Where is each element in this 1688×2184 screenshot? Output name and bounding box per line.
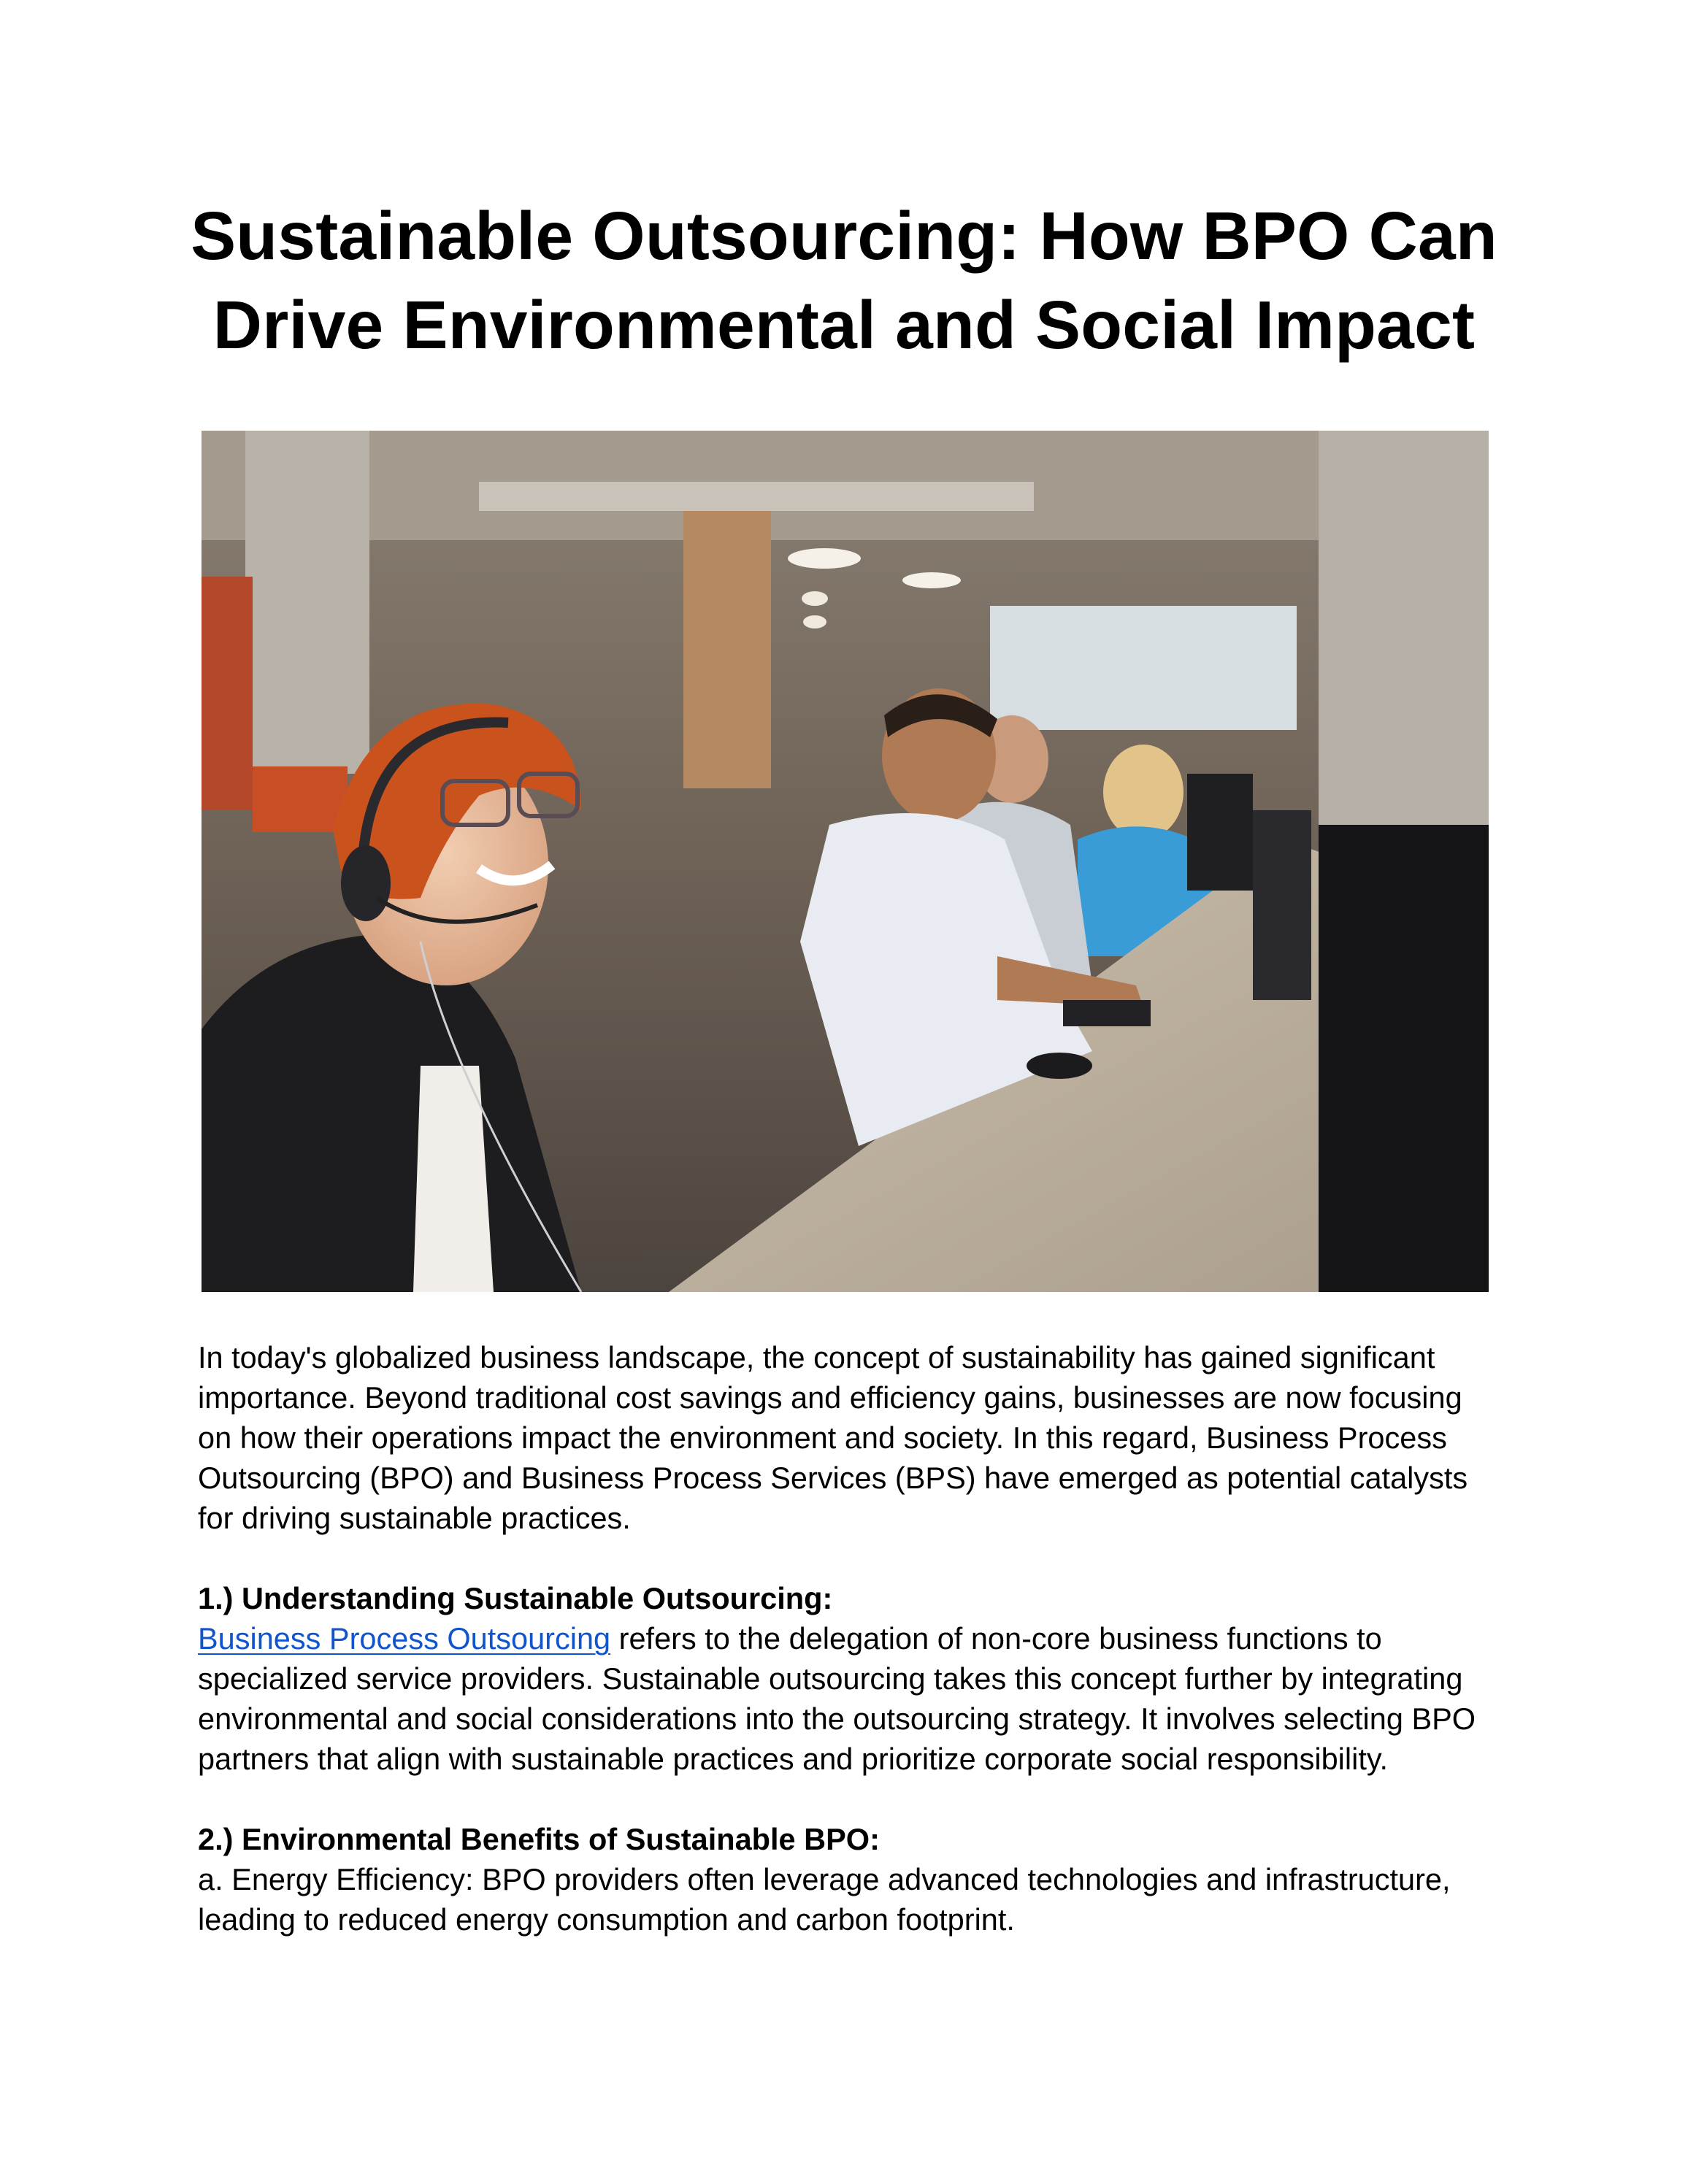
photo-call-center-agents-icon (202, 431, 1489, 1292)
article-body (198, 1337, 1497, 1939)
bpo-link[interactable]: Business Process Outsourcing (198, 1621, 611, 1656)
hero-image (202, 431, 1489, 1292)
section-2-heading: 2.) Environmental Benefits of Sustainable BPO: (198, 1822, 880, 1856)
section-1-body-text: refers to the delegation of non-core business functions to specialized service providers. Sustainable outsourcing takes this concept further by integrating environmental and social considerations into the outsourcing strategy. It involves selecting BPO partners that align with sustainable practices and prioritize corporate social responsibility. (198, 1621, 1476, 1776)
page-title-line-2: Drive Environmental and Social Impact (212, 287, 1476, 363)
spacer (198, 1538, 1497, 1578)
page-title-line-1: Sustainable Outsourcing: How BPO Can (191, 198, 1497, 274)
section-1-body (198, 1618, 1497, 1779)
intro-paragraph: In today's globalized business landscape, the concept of sustainability has gained significant importance. Beyond traditional cost savings and efficiency gains, businesses are now focusing on how their operations impact the environment and society. In this regard, Business Process Outsourcing (BPO) and Business Process Services (BPS) have emerged as potential catalysts for driving sustainable practices. (198, 1340, 1468, 1535)
section-1-heading: 1.) Understanding Sustainable Outsourcing: (198, 1581, 833, 1615)
spacer (198, 1779, 1497, 1819)
section-2-body: a. Energy Efficiency: BPO providers often leverage advanced technologies and infrastructure, leading to reduced energy consumption and carbon footprint. (198, 1862, 1451, 1937)
page-title (131, 191, 1557, 369)
